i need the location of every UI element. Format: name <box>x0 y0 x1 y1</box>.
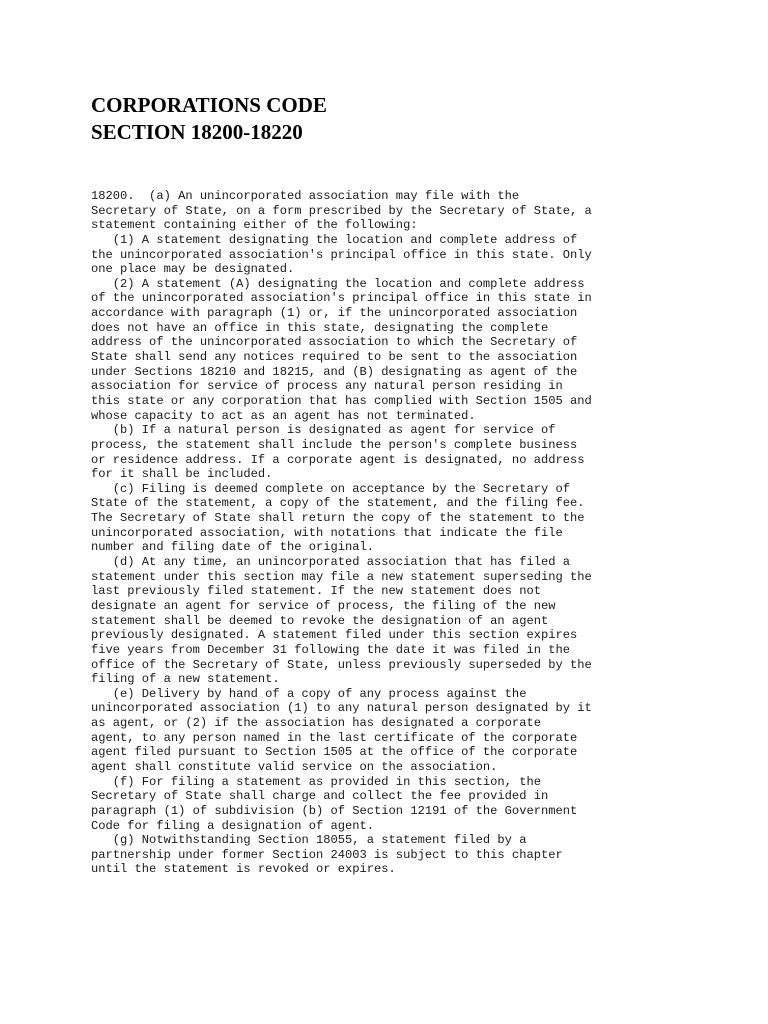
body-line: Secretary of State shall charge and collect the fee provided in <box>91 789 549 804</box>
body-line: agent, to any person named in the last certificate of the corporate <box>91 730 578 745</box>
body-line: address of the unincorporated association to which the Secretary of <box>91 335 578 350</box>
body-line: one place may be designated. <box>91 262 295 277</box>
body-line: (f) For filing a statement as provided in this section, the <box>91 774 541 789</box>
body-line: agent filed pursuant to Section 1505 at the office of the corporate <box>91 745 578 760</box>
body-line: unincorporated association, with notations that indicate the file <box>91 525 563 540</box>
body-line: previously designated. A statement filed under this section expires <box>91 628 578 643</box>
body-line: of the unincorporated association's principal office in this state in <box>91 291 592 306</box>
body-line: (2) A statement (A) designating the location and complete address <box>91 276 585 291</box>
body-line: designate an agent for service of process, the filing of the new <box>91 598 556 613</box>
body-line: (1) A statement designating the location and complete address of <box>91 232 578 247</box>
body-line: agent shall constitute valid service on the association. <box>91 759 498 774</box>
body-line: paragraph (1) of subdivision (b) of Section 12191 of the Government <box>91 803 578 818</box>
body-line: (e) Delivery by hand of a copy of any process against the <box>91 686 527 701</box>
body-line: statement shall be deemed to revoke the designation of an agent <box>91 613 549 628</box>
body-line: association for service of process any natural person residing in <box>91 379 563 394</box>
body-line: (d) At any time, an unincorporated association that has filed a <box>91 555 570 570</box>
body-line: statement containing either of the following: <box>91 218 418 233</box>
body-line: as agent, or (2) if the association has designated a corporate <box>91 716 541 731</box>
body-line: process, the statement shall include the person's complete business <box>91 437 578 452</box>
body-line: Code for filing a designation of agent. <box>91 818 375 833</box>
body-line: or residence address. If a corporate agent is designated, no address <box>91 452 585 467</box>
body-line: until the statement is revoked or expires. <box>91 862 396 877</box>
body-line: office of the Secretary of State, unless previously superseded by the <box>91 657 592 672</box>
body-line: statement under this section may file a new statement superseding the <box>91 569 592 584</box>
body-line: the unincorporated association's principal office in this state. Only <box>91 247 592 262</box>
body-line: Secretary of State, on a form prescribed by the Secretary of State, a <box>91 203 592 218</box>
body-line: filing of a new statement. <box>91 672 280 687</box>
section-title: SECTION 18200-18220 <box>91 120 303 144</box>
body-line: State shall send any notices required to be sent to the association <box>91 350 578 365</box>
body-line: (g) Notwithstanding Section 18055, a statement filed by a <box>91 833 527 848</box>
body-line: (c) Filing is deemed complete on acceptance by the Secretary of <box>91 481 570 496</box>
body-line: partnership under former Section 24003 is subject to this chapter <box>91 847 563 862</box>
section-body-text <box>91 189 592 877</box>
body-line: whose capacity to act as an agent has not terminated. <box>91 408 476 423</box>
body-line: last previously filed statement. If the new statement does not <box>91 584 541 599</box>
body-line: number and filing date of the original. <box>91 540 375 555</box>
body-line: does not have an office in this state, designating the complete <box>91 320 549 335</box>
body-line: this state or any corporation that has complied with Section 1505 and <box>91 393 592 408</box>
body-line: unincorporated association (1) to any natural person designated by it <box>91 701 592 716</box>
body-line: accordance with paragraph (1) or, if the unincorporated association <box>91 306 578 321</box>
body-line: The Secretary of State shall return the copy of the statement to the <box>91 511 585 526</box>
code-title: CORPORATIONS CODE <box>91 93 327 117</box>
body-line: 18200. (a) An unincorporated association may file with the <box>91 189 520 203</box>
body-line: for it shall be included. <box>91 467 273 482</box>
document-heading <box>91 92 327 146</box>
body-line: (b) If a natural person is designated as agent for service of <box>91 423 556 438</box>
body-line: under Sections 18210 and 18215, and (B) designating as agent of the <box>91 364 578 379</box>
body-line: five years from December 31 following the date it was filed in the <box>91 642 570 657</box>
body-line: State of the statement, a copy of the statement, and the filing fee. <box>91 496 585 511</box>
